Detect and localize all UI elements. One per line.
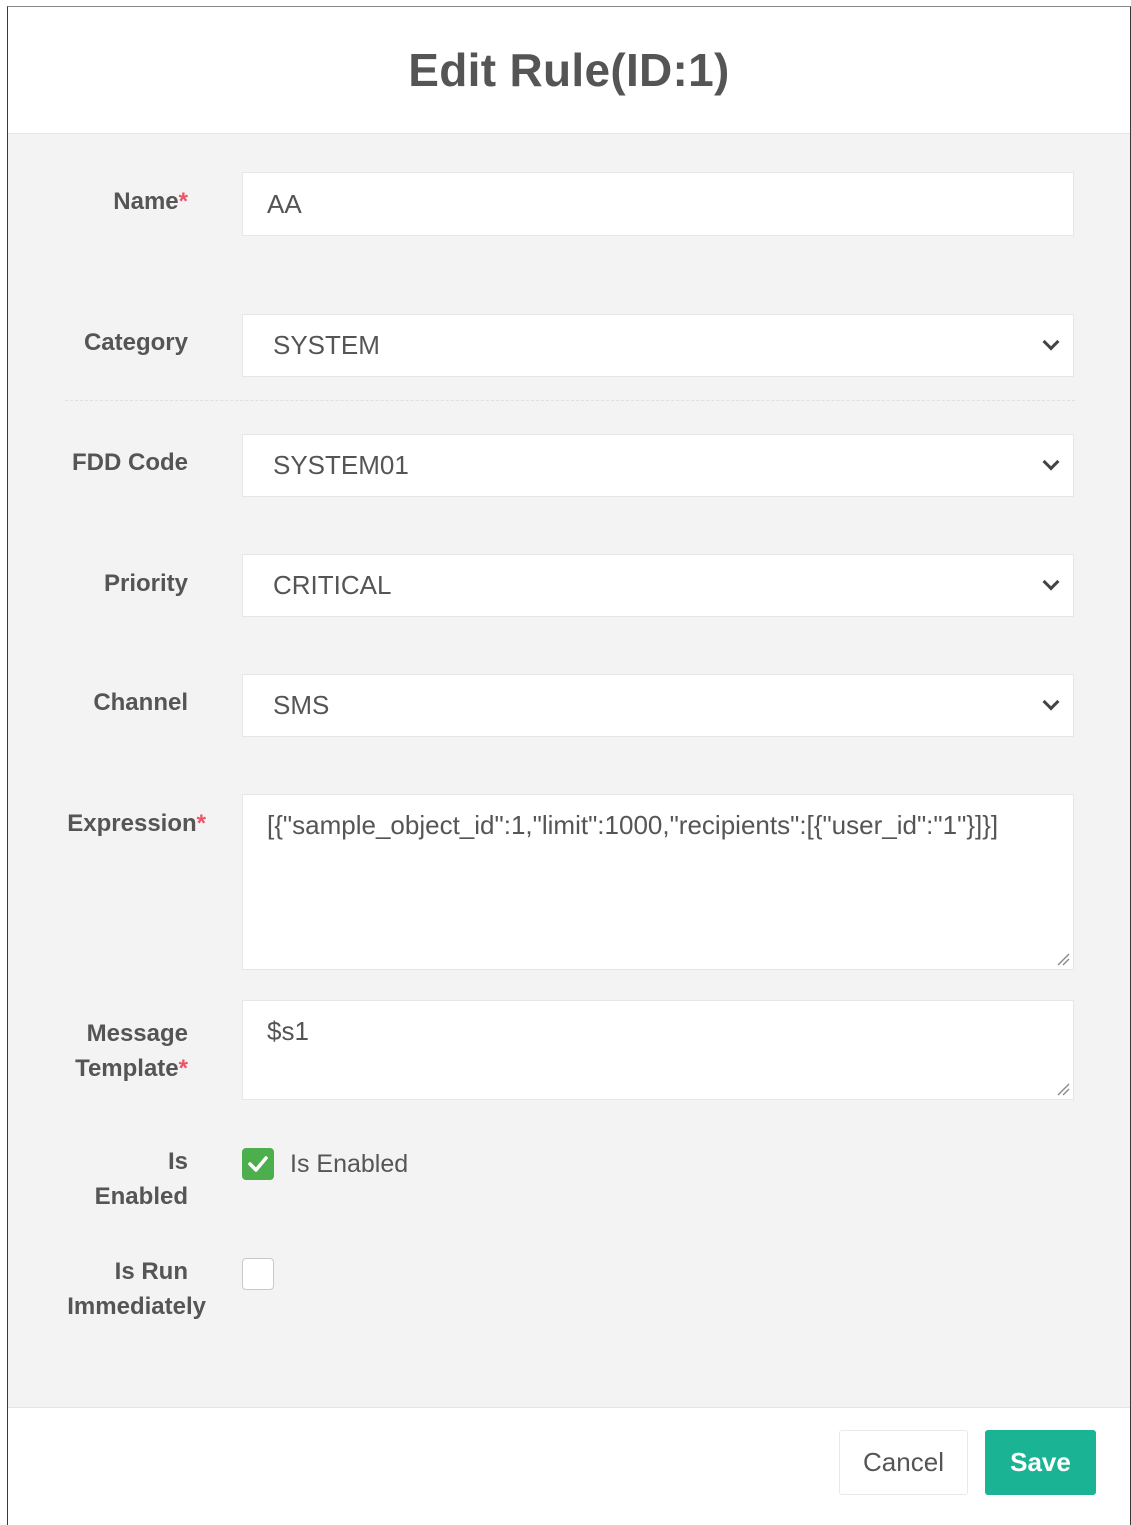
is-run-immediately-label: Is Run Immediately: [67, 1258, 206, 1320]
priority-select[interactable]: CRITICAL: [242, 554, 1074, 617]
message-template-textarea[interactable]: $s1: [242, 1000, 1074, 1100]
dialog-body: [8, 134, 1130, 1407]
cancel-button[interactable]: Cancel: [839, 1430, 968, 1495]
dialog-title: Edit Rule(ID:1): [408, 44, 730, 96]
category-select[interactable]: SYSTEM: [242, 314, 1074, 377]
expression-label: Expression*: [67, 810, 206, 837]
category-label: Category: [83, 329, 188, 356]
channel-select[interactable]: SMS: [242, 674, 1074, 737]
check-icon: [247, 1154, 269, 1174]
is-enabled-checkbox[interactable]: [242, 1148, 274, 1180]
name-input[interactable]: AA: [242, 172, 1074, 236]
required-mark: *: [178, 1055, 188, 1082]
chevron-down-icon: [1043, 573, 1060, 590]
priority-label: Priority: [103, 570, 188, 597]
edit-rule-dialog: [7, 6, 1131, 1525]
is-run-immediately-checkbox[interactable]: [242, 1258, 274, 1290]
section-divider: [65, 400, 1075, 401]
chevron-down-icon: [1043, 693, 1060, 710]
fdd-code-select[interactable]: SYSTEM01: [242, 434, 1074, 497]
chevron-down-icon: [1043, 333, 1060, 350]
channel-label: Channel: [93, 689, 188, 716]
fdd-code-label: FDD Code: [72, 449, 188, 476]
resize-handle-icon[interactable]: [1056, 1082, 1070, 1096]
name-label: Name*: [113, 188, 188, 215]
required-mark: *: [178, 188, 188, 215]
dialog-header: [8, 7, 1130, 134]
expression-textarea[interactable]: [{"sample_object_id":1,"limit":1000,"recipients":[{"user_id":"1"}]}]: [242, 794, 1074, 970]
message-template-label: Message Template*: [75, 1020, 188, 1082]
is-enabled-checkbox-label[interactable]: Is Enabled: [290, 1150, 409, 1178]
is-enabled-label: Is Enabled: [94, 1148, 188, 1210]
resize-handle-icon[interactable]: [1056, 952, 1070, 966]
required-mark: *: [196, 810, 206, 837]
chevron-down-icon: [1043, 453, 1060, 470]
save-button[interactable]: Save: [985, 1430, 1096, 1495]
